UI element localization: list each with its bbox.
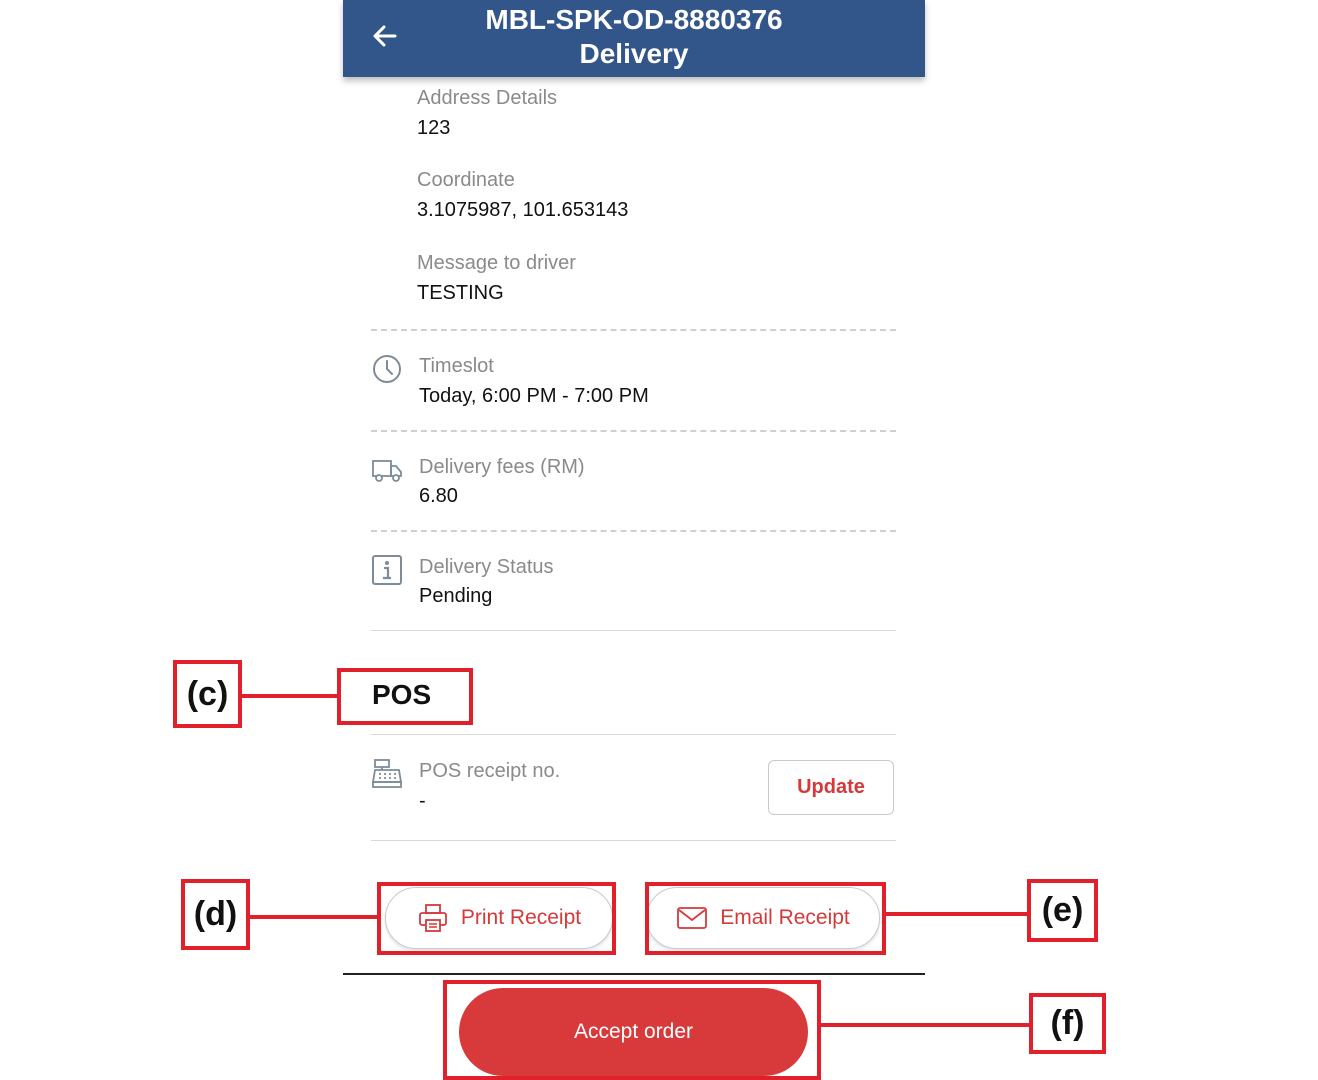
fees-label: Delivery fees (RM) [419, 456, 585, 478]
cash-register-icon [371, 758, 403, 790]
pos-section-title: POS [372, 679, 432, 710]
divider [371, 630, 896, 631]
callout-f: (f) [1029, 993, 1106, 1054]
truck-icon [371, 455, 403, 487]
annotation-leader-f [821, 1023, 1030, 1027]
print-receipt-label: Print Receipt [460, 906, 582, 929]
status-label: Delivery Status [419, 556, 554, 578]
annotation-leader-e [886, 912, 1028, 916]
callout-e: (e) [1027, 879, 1098, 942]
message-label: Message to driver [417, 252, 576, 274]
update-receipt-button[interactable]: Update [768, 760, 894, 815]
info-icon [371, 554, 403, 586]
address-label: Address Details [417, 87, 558, 109]
divider [371, 840, 896, 841]
callout-d: (d) [181, 879, 250, 950]
divider [371, 734, 896, 735]
email-receipt-label: Email Receipt [720, 906, 850, 929]
divider [371, 430, 896, 432]
annotation-box-f [443, 980, 821, 1080]
annotation-leader-d [248, 915, 377, 919]
clock-icon [371, 353, 403, 385]
coordinate-value: 3.1075987, 101.653143 [417, 199, 629, 221]
annotation-box-c [337, 668, 473, 725]
pos-receipt-label: POS receipt no. [419, 760, 561, 782]
app-header [343, 0, 925, 77]
address-value: 123 [417, 117, 451, 139]
accept-order-button[interactable]: Accept order [459, 988, 808, 1076]
timeslot-value: Today, 6:00 PM - 7:00 PM [419, 385, 649, 407]
status-value: Pending [419, 585, 493, 607]
callout-c: (c) [173, 660, 242, 728]
annotation-box-d [377, 882, 616, 955]
timeslot-label: Timeslot [419, 355, 494, 377]
divider [371, 329, 896, 331]
footer-divider [343, 973, 925, 975]
divider [371, 530, 896, 532]
message-value: TESTING [417, 282, 504, 304]
order-id-title: MBL-SPK-OD-8880376 [485, 4, 783, 35]
pos-receipt-value: - [419, 790, 426, 812]
order-type-subtitle: Delivery [579, 38, 689, 69]
annotation-box-e [645, 882, 886, 955]
coordinate-label: Coordinate [417, 169, 515, 191]
annotation-leader-c [240, 694, 337, 698]
fees-value: 6.80 [419, 485, 458, 507]
